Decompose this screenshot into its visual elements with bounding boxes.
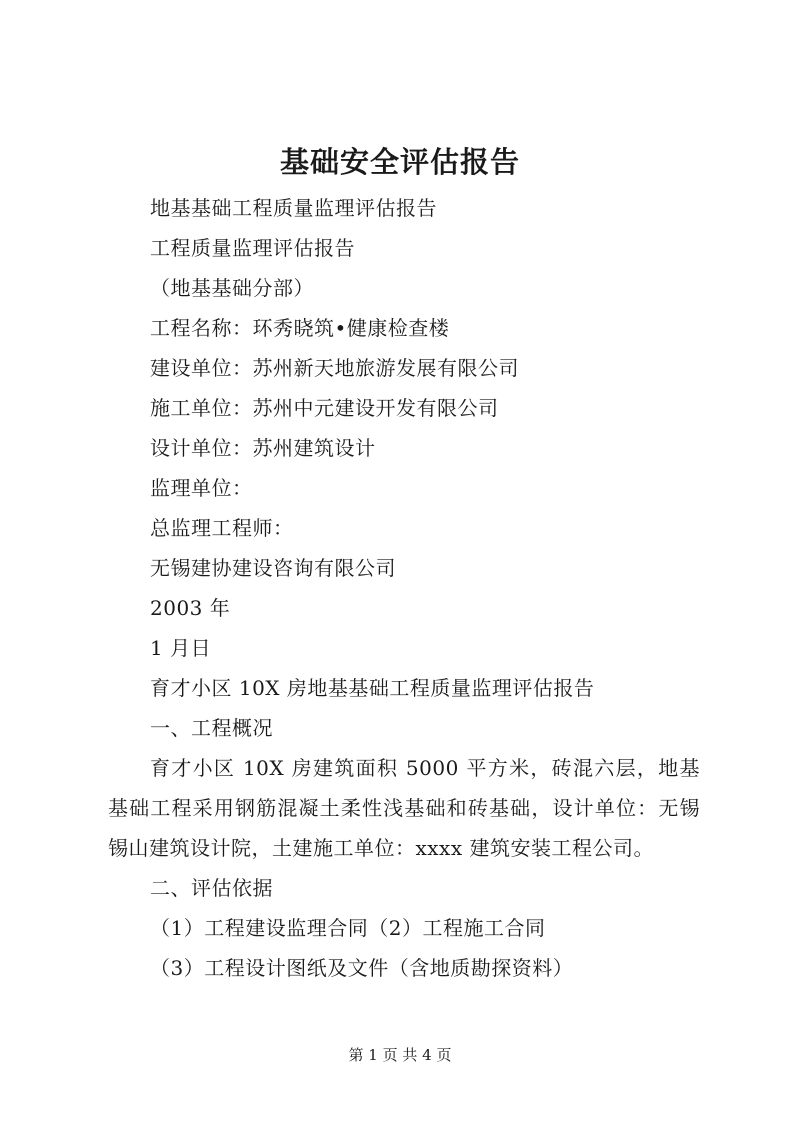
chief-engineer-line: 总监理工程师： xyxy=(150,516,294,540)
report-subtitle-line: 育才小区 10X 房地基基础工程质量监理评估报告 xyxy=(150,676,595,700)
body-line: （地基基础分部） xyxy=(150,276,314,300)
body-line: 地基基础工程质量监理评估报告 xyxy=(150,196,437,220)
document-body xyxy=(108,188,700,988)
builder-unit-line: 施工单位：苏州中元建设开发有限公司 xyxy=(150,396,499,420)
construction-unit-line: 建设单位：苏州新天地旅游发展有限公司 xyxy=(150,356,519,380)
basis-item-line: （3）工程设计图纸及文件（含地质勘探资料） xyxy=(150,956,574,980)
body-line: 工程质量监理评估报告 xyxy=(150,236,355,260)
overview-paragraph: 育才小区 10X 房建筑面积 5000 平方米，砖混六层，地基基础工程采用钢筋混凝土柔性浅基础和砖基础，设计单位：无锡锡山建筑设计院，土建施工单位：xxxx 建筑安装工程公司。 xyxy=(108,756,700,860)
page-footer: 第 1 页 共 4 页 xyxy=(348,1046,452,1064)
year-line: 2003 年 xyxy=(150,596,231,620)
design-unit-line: 设计单位：苏州建筑设计 xyxy=(150,436,376,460)
basis-item-line: （1）工程建设监理合同（2）工程施工合同 xyxy=(150,916,546,940)
company-line: 无锡建协建设咨询有限公司 xyxy=(150,556,396,580)
date-line: 1 月日 xyxy=(150,636,212,660)
supervision-unit-line: 监理单位： xyxy=(150,476,253,500)
project-name-line: 工程名称：环秀晓筑•健康检查楼 xyxy=(150,316,450,340)
section-heading-overview: 一、工程概况 xyxy=(150,716,273,740)
section-heading-basis: 二、评估依据 xyxy=(150,876,273,900)
document-title: 基础安全评估报告 xyxy=(279,145,520,179)
